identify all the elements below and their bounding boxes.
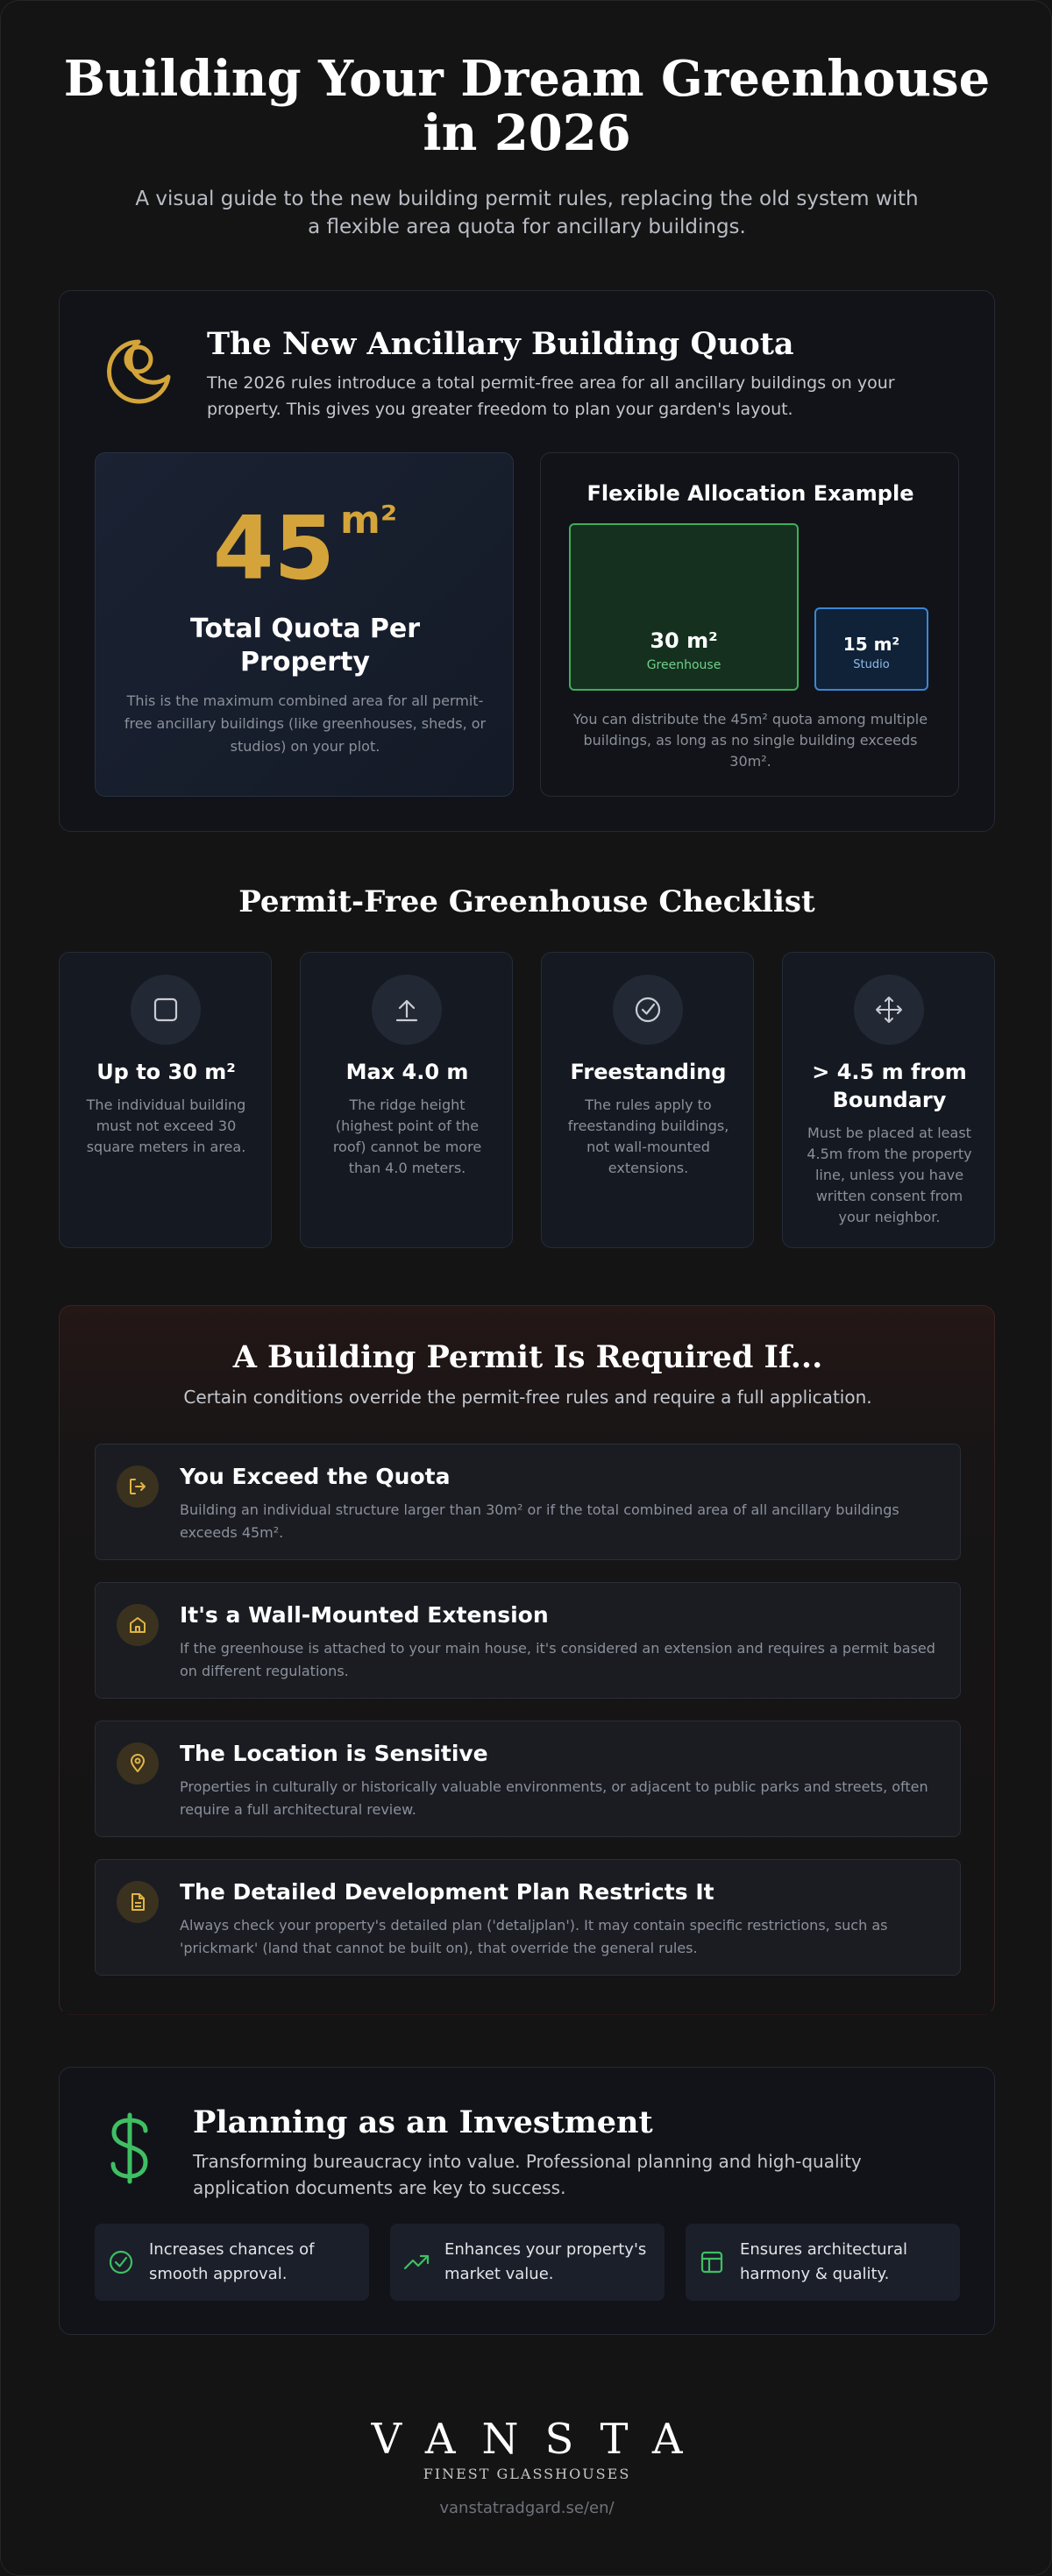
page-subtitle: A visual guide to the new building permit rules, replacing the old system with a flexible area quota for ancillary buildings. [135,188,919,238]
website-link[interactable]: vanstatradgard.se/en/ [439,2499,615,2517]
permit-item-text: If the greenhouse is attached to your main house, it's considered an extension and requires a permit based on different regulations. [180,1640,935,1679]
brand-tagline: FINEST GLASSHOUSES [423,2466,631,2482]
check-circle-icon [107,2248,135,2276]
total-quota-unit: m² [340,498,398,543]
dollar-icon [103,2111,156,2189]
checklist-card-text: The rules apply to freestanding buildings, not wall-mounted extensions. [567,1096,729,1176]
permit-item-title: The Detailed Development Plan Restricts It [180,1879,714,1905]
investment-section [59,2067,995,2335]
quota-description: The 2026 rules introduce a total permit-free area for all ancillary buildings on your property. This gives you greater freedom to plan your garden's layout. [207,373,895,419]
benefit-text: Ensures architectural harmony & quality. [740,2240,908,2283]
permit-subtitle: Certain conditions override the permit-free rules and require a full application. [183,1387,872,1408]
permit-item-title: You Exceed the Quota [180,1464,451,1489]
checklist-card-text: The ridge height (highest point of the roof) cannot be more than 4.0 meters. [332,1096,482,1176]
total-quota-value [96,497,515,600]
total-quota-card [95,452,514,797]
permit-item-location [95,1721,961,1837]
checklist-card-area [59,952,272,1248]
checklist-title: Permit-Free Greenhouse Checklist [238,884,815,919]
exit-icon [117,1465,159,1508]
benefit-approval [95,2224,369,2301]
checklist-card-title: Up to 30 m² [96,1060,236,1084]
page-title: Building Your Dream Greenhouse in 2026 [63,50,991,162]
permit-item-title: The Location is Sensitive [180,1741,488,1766]
total-quota-number: 45 [212,497,336,600]
permit-item-quota [95,1444,961,1560]
arrow-up-icon [372,975,442,1045]
checklist-card-height [300,952,513,1248]
quota-title: The New Ancillary Building Quota [207,326,794,362]
trending-up-icon [402,2248,430,2276]
studio-allocation-box [814,607,928,691]
checklist-card-title: > 4.5 m from Boundary [812,1060,967,1112]
investment-description: Transforming bureaucracy into value. Professional planning and high-quality application documents are key to success. [193,2151,862,2198]
permit-item-text: Always check your property's detailed plan ('detaljplan'). It may contain specific restrictions, such as 'prickmark' (land that cannot be built on), that override the general rules. [180,1917,888,1956]
permit-item-text: Building an individual structure larger than 30m² or if the total combined area of all ancillary buildings exceeds 45m². [180,1501,899,1541]
greenhouse-label: Greenhouse [646,658,721,672]
benefit-market-value [390,2224,665,2301]
benefit-text: Enhances your property's market value. [444,2240,647,2283]
permit-title: A Building Permit Is Required If... [232,1339,823,1375]
investment-title: Planning as an Investment [193,2104,653,2140]
home-icon [117,1604,159,1646]
allocation-example-description: You can distribute the 45m² quota among multiple buildings, as long as no single building exceeds 30m². [572,711,928,770]
benefit-harmony [686,2224,960,2301]
permit-required-section [59,1305,995,2015]
greenhouse-area: 30 m² [650,628,718,653]
square-icon [131,975,201,1045]
checklist-card-text: The individual building must not exceed 30 square meters in area. [86,1096,246,1155]
checklist-card-boundary [782,952,995,1248]
checklist-card-freestanding [541,952,754,1248]
map-pin-icon [117,1742,159,1785]
studio-label: Studio [853,658,890,671]
total-quota-title: Total Quota Per Property [189,614,421,678]
hero-section [1,52,1052,241]
permit-item-title: It's a Wall-Mounted Extension [180,1602,549,1628]
checklist-card-title: Max 4.0 m [345,1060,469,1084]
permit-item-extension [95,1582,961,1699]
quota-section [59,290,995,832]
allocation-example-title: Flexible Allocation Example [586,481,914,506]
studio-area: 15 m² [842,634,900,655]
permit-item-text: Properties in culturally or historically valuable environments, or adjacent to public parks and streets, often require a full architectural review. [180,1778,928,1818]
crescent-icon [100,333,177,410]
checklist-card-text: Must be placed at least 4.5m from the property line, unless you have written consent from your neighbor. [807,1125,972,1225]
layout-icon [698,2248,726,2276]
allocation-example-card [540,452,959,797]
benefit-text: Increases chances of smooth approval. [149,2240,315,2283]
greenhouse-allocation-box [569,523,799,691]
move-icon [854,975,924,1045]
document-icon [117,1881,159,1923]
brand-logo: VANSTA [371,2415,709,2464]
checklist-card-title: Freestanding [570,1060,727,1084]
total-quota-description: This is the maximum combined area for all permit-free ancillary buildings (like greenhouses, sheds, or studios) on your plot. [124,692,487,755]
check-circle-icon [613,975,683,1045]
permit-item-plan [95,1859,961,1976]
